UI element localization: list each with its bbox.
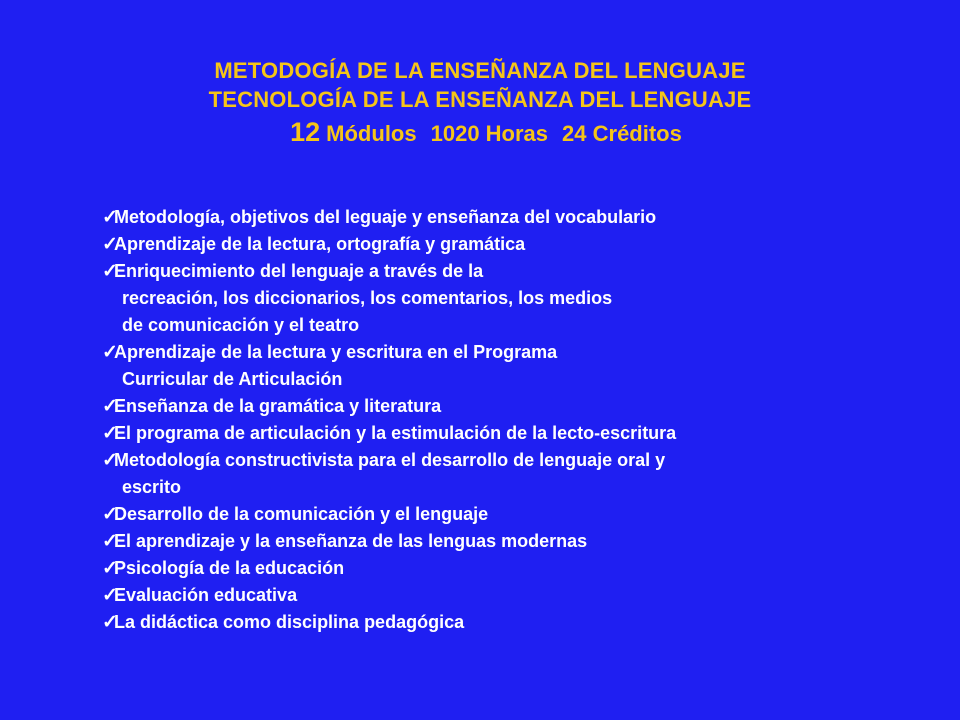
check-mark-icon: ✓ bbox=[102, 450, 118, 471]
module-item bbox=[104, 609, 934, 636]
module-item bbox=[104, 231, 934, 258]
module-item bbox=[104, 339, 934, 393]
module-item bbox=[104, 501, 934, 528]
module-title-continuation: recreación, los diccionarios, los comentarios, los medios bbox=[122, 288, 613, 308]
module-title: El aprendizaje y la enseñanza de las lenguas modernas bbox=[114, 531, 588, 551]
program-summary bbox=[0, 117, 960, 149]
module-title-continuation: Curricular de Articulación bbox=[122, 369, 343, 389]
module-item bbox=[104, 555, 934, 582]
module-title: Psicología de la educación bbox=[114, 558, 345, 578]
check-mark-icon: ✓ bbox=[102, 261, 118, 282]
check-mark-icon: ✓ bbox=[102, 612, 118, 633]
module-title: Metodología constructivista para el desarrollo de lenguaje oral y bbox=[114, 450, 666, 470]
module-title: El programa de articulación y la estimulación de la lecto-escritura bbox=[114, 423, 677, 443]
credits-count: 24 Créditos bbox=[562, 121, 682, 146]
check-mark-icon: ✓ bbox=[102, 396, 118, 417]
module-title: La didáctica como disciplina pedagógica bbox=[114, 612, 465, 632]
module-item bbox=[104, 204, 934, 231]
modules-label: Módulos bbox=[326, 121, 417, 146]
module-item bbox=[104, 582, 934, 609]
module-item bbox=[104, 447, 934, 501]
title-line-2: TECNOLOGÍA DE LA ENSEÑANZA DEL LENGUAJE bbox=[208, 87, 752, 112]
module-item bbox=[104, 393, 934, 420]
module-title: Desarrollo de la comunicación y el lenguaje bbox=[114, 504, 489, 524]
module-title: Enriquecimiento del lenguaje a través de la bbox=[114, 261, 484, 281]
module-item bbox=[104, 528, 934, 555]
check-mark-icon: ✓ bbox=[102, 531, 118, 552]
module-list bbox=[104, 204, 934, 636]
module-title-continuation: escrito bbox=[122, 477, 182, 497]
module-title: Metodología, objetivos del leguaje y enseñanza del vocabulario bbox=[114, 207, 657, 227]
check-mark-icon: ✓ bbox=[102, 558, 118, 579]
module-title: Aprendizaje de la lectura, ortografía y gramática bbox=[114, 234, 526, 254]
check-mark-icon: ✓ bbox=[102, 585, 118, 606]
check-mark-icon: ✓ bbox=[102, 207, 118, 228]
slide-header bbox=[0, 56, 960, 149]
title-line-1: METODOGÍA DE LA ENSEÑANZA DEL LENGUAJE bbox=[214, 58, 746, 83]
check-mark-icon: ✓ bbox=[102, 234, 118, 255]
hours-count: 1020 Horas bbox=[430, 121, 549, 146]
module-title: Evaluación educativa bbox=[114, 585, 298, 605]
module-title-continuation: de comunicación y el teatro bbox=[122, 315, 360, 335]
module-title: Enseñanza de la gramática y literatura bbox=[114, 396, 442, 416]
module-title: Aprendizaje de la lectura y escritura en el Programa bbox=[114, 342, 558, 362]
check-mark-icon: ✓ bbox=[102, 504, 118, 525]
module-item bbox=[104, 258, 934, 339]
module-item bbox=[104, 420, 934, 447]
check-mark-icon: ✓ bbox=[102, 342, 118, 363]
modules-count: 12 bbox=[290, 117, 321, 147]
check-mark-icon: ✓ bbox=[102, 423, 118, 444]
